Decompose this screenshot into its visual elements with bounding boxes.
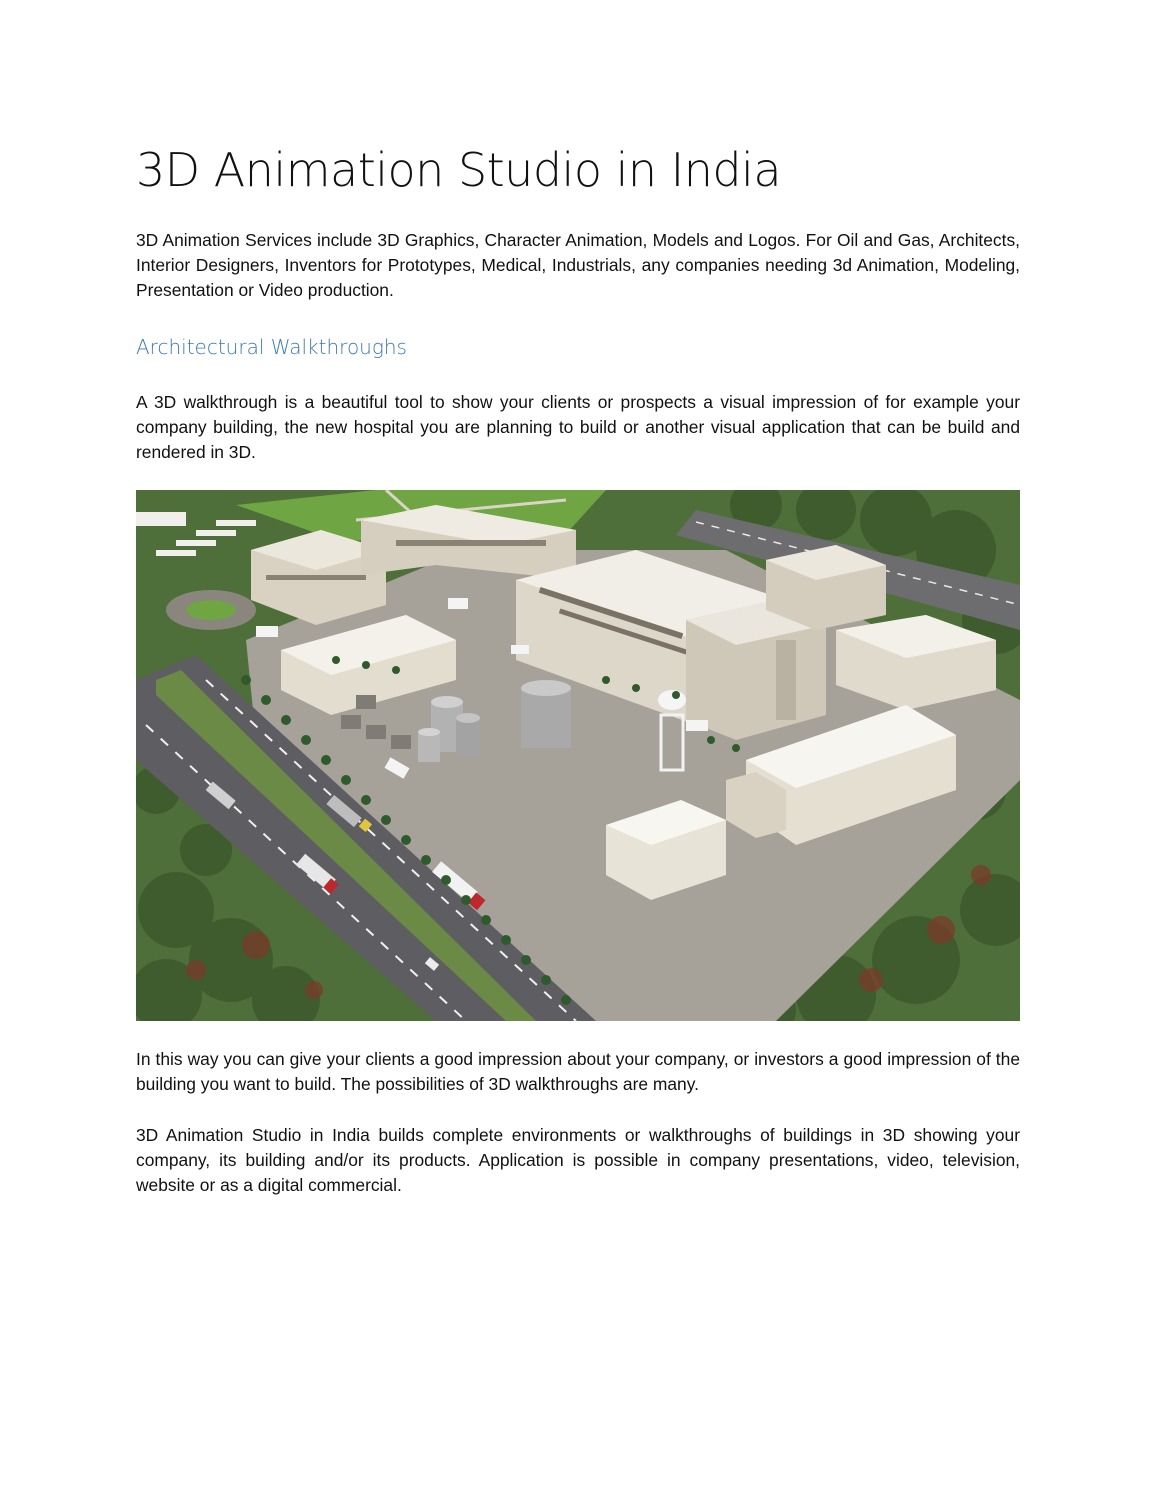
- intro-paragraph: 3D Animation Services include 3D Graphics, Character Animation, Models and Logos. For Oil and Gas, Architects, Interior Designers, Inventors for Prototypes, Medical, Industrials, any companies needing 3d Animation, Modeling, Presentation or Video production.: [136, 230, 1020, 300]
- section-heading: Architectural Walkthroughs: [136, 335, 407, 359]
- impression-paragraph: In this way you can give your clients a good impression about your company, or investors a good impression of the building you want to build. The possibilities of 3D walkthroughs are many.: [136, 1049, 1020, 1094]
- studio-paragraph: 3D Animation Studio in India builds complete environments or walkthroughs of buildings in 3D showing your company, its building and/or its products. Application is possible in company presentations, video, television, website or as a digital commercial.: [136, 1125, 1020, 1195]
- industrial-campus-render: [136, 490, 1020, 1021]
- aerial-render-illustration: [136, 490, 1020, 1021]
- page-title: 3D Animation Studio in India: [136, 143, 782, 197]
- walkthrough-paragraph: A 3D walkthrough is a beautiful tool to show your clients or prospects a visual impression of for example your company building, the new hospital you are planning to build or another visual application that can be build and rendered in 3D.: [136, 392, 1020, 462]
